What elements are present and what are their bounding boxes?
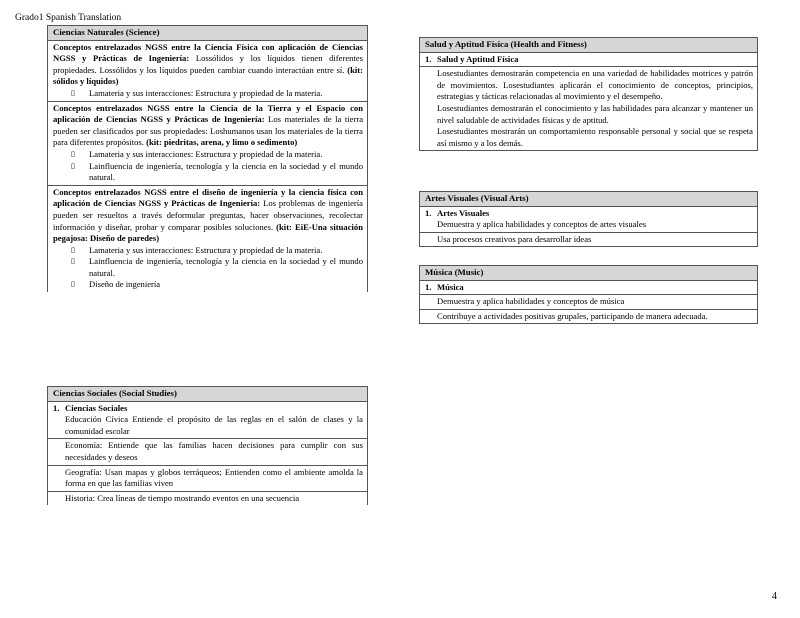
social-studies-item-history: Historia: Crea líneas de tiempo mostrando eventos en una secuencia [65, 492, 300, 503]
science-block-2-bullet-2: ▯ Lainfluencia de ingeniería, tecnología y la ciencia en la sociedad y el mundo natural. [71, 160, 363, 183]
arts-item-2: Usa procesos creativos para desarrollar ideas [437, 233, 592, 244]
science-block-1-intro-bold: Conceptos entrelazados NGSS entre la Ciencia Física con aplicación de Ciencias NGSS y Prácticas de Ingeniería: [53, 41, 363, 64]
music-table [419, 265, 758, 324]
social-studies-table [47, 386, 368, 505]
social-studies-item-civics: Educación Cívica Entiende el propósito de las reglas en el salón de clases y la comunidad escolar [65, 414, 363, 436]
science-block-3 [48, 185, 368, 292]
health-item-3: Losestudiantes mostrarán un comportamiento responsable personal y social que se respeta así mismo y a los demás. [437, 126, 753, 148]
arts-item-1: Demuestra y aplica habilidades y conceptos de artes visuales [437, 219, 647, 230]
social-studies-section [48, 401, 368, 439]
music-section-number: 1. [425, 281, 432, 292]
science-block-3-intro-bold: Conceptos entrelazados NGSS entre el diseño de ingeniería y la ciencia física con aplicación de Ciencias NGSS y Prácticas de Ingeniería: [53, 186, 363, 209]
visual-arts-table [419, 191, 758, 247]
social-studies-section-title: Ciencias Sociales [65, 402, 128, 413]
bullet-icon: ▯ [71, 245, 75, 254]
arts-section-number: 1. [425, 207, 432, 218]
music-item-2: Contribuye a actividades positivas grupales, participando de manera adecuada. [437, 310, 708, 321]
health-fitness-heading: Salud y Aptitud Física (Health and Fitness) [420, 38, 758, 53]
science-block-2-intro-text: Los materiales de la tierra pueden ser clasificados por sus propiedades: Loshumanos usan los materiales de la tierra para diferentes propósitos. [53, 114, 364, 148]
science-block-1-kit: (kit: sólidos y líquidos) [53, 64, 363, 87]
bullet-icon: ▯ [71, 257, 75, 266]
science-block-2-bullet-1: ▯ Lamateria y sus interacciones: Estructura y propiedad de la materia. [71, 148, 323, 159]
social-studies-item-economy: Economía: Entiende que las familias hacen decisiones para cumplir con sus necesidades y deseos [65, 440, 363, 462]
science-block-2-kit: (kit: piedritas, arena, y limo o sedimento) [143, 137, 298, 148]
social-studies-section-number: 1. [53, 402, 60, 413]
arts-section-title: Artes Visuales [437, 207, 490, 218]
health-section-title: Salud y Aptitud Física [437, 53, 519, 64]
music-section-title: Música [437, 281, 464, 292]
health-section-number: 1. [425, 53, 432, 64]
health-item-1: Losestudiantes demostrarán competencia en una variedad de habilidades motrices y patrón de movimientos. Losestudiantes aplicarán el conocimiento de conceptos, principios, estrategias y tácticas relacionadas al movimiento y el desempeño. [437, 68, 753, 102]
social-studies-item-geography: Geografía: Usan mapas y globos terráqueos; Entienden como el ambiente amolda la forma en que las familias viven [65, 466, 363, 489]
science-block-3-intro-text: Los problemas de ingeniería pueden ser resueltos a través deformular preguntas, hacer observaciones, recolectar información y diseñar, probar y comparar posibles soluciones. [53, 198, 363, 232]
bullet-icon: ▯ [71, 149, 75, 158]
science-block-3-bullet-1: ▯ Lamateria y sus interacciones: Estructura y propiedad de la materia. [71, 244, 323, 255]
science-block-1 [48, 40, 368, 101]
science-block-3-kit: (kit: EiE-Una situación pegajosa: Diseño de paredes) [53, 221, 363, 244]
document-header-title: Grado1 Spanish Translation [15, 13, 122, 23]
science-block-3-bullet-2: ▯ Lainfluencia de ingeniería, tecnología y la ciencia en la sociedad y el mundo natural. [71, 256, 363, 278]
music-item-1: Demuestra y aplica habilidades y conceptos de música [437, 296, 625, 307]
science-table [47, 25, 368, 292]
bullet-icon: ▯ [71, 161, 75, 170]
science-block-3-bullet-3: ▯ Diseño de ingeniería [71, 279, 161, 290]
social-studies-heading: Ciencias Sociales (Social Studies) [48, 387, 368, 402]
science-block-2 [48, 101, 368, 185]
science-heading: Ciencias Naturales (Science) [48, 26, 368, 41]
music-heading: Música (Music) [420, 266, 758, 281]
bullet-icon: ▯ [71, 88, 75, 97]
visual-arts-heading: Artes Visuales (Visual Arts) [420, 192, 758, 207]
science-block-1-bullet-1: ▯ Lamateria y sus interacciones: Estructura y propiedad de la materia. [71, 87, 323, 98]
health-fitness-table [419, 37, 758, 151]
health-item-2: Losestudiantes demostrarán el conocimiento y las habilidades para alcanzar y mantener un nivel saludable de actividades físicas y de aptitud. [437, 102, 753, 125]
science-block-1-intro-text: Lossólidos y los líquidos tienen diferentes propiedades. Lossólidos y los líquidos pueden cambiar cuando interactúan entre sí. [53, 53, 363, 75]
health-items [420, 67, 758, 151]
page-number: 4 [772, 591, 777, 602]
bullet-icon: ▯ [71, 280, 75, 289]
science-block-2-intro-bold: Conceptos entrelazados NGSS entre la Ciencia de la Tierra y el Espacio con aplicación de Ciencias NGSS y Prácticas de Ingeniería: [53, 102, 363, 125]
